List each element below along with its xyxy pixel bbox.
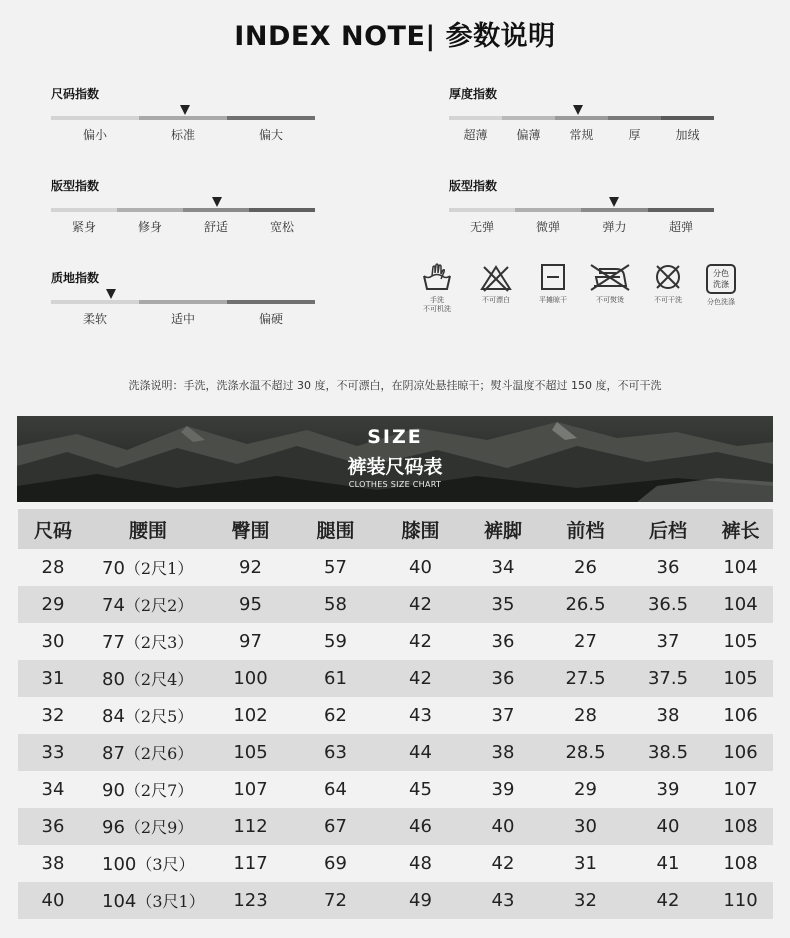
scale-tick: 超弹 — [668, 220, 693, 234]
table-cell: 35 — [463, 586, 543, 623]
waist-chi: （2尺3） — [124, 633, 194, 652]
scale-tick: 加绒 — [675, 128, 700, 142]
table-cell: 36.5 — [628, 586, 708, 623]
waist-chi: （2尺9） — [124, 818, 194, 837]
scale-tick: 舒适 — [203, 220, 228, 234]
care-instructions: 洗涤说明：手洗，洗涤水温不超过 30 度，不可漂白，在阴凉处悬挂晾干；熨斗温度不超过 150 度，不可干洗 — [128, 379, 662, 392]
table-cell: 57 — [293, 549, 378, 586]
scale-tick: 弹力 — [602, 220, 627, 234]
table-cell: 69 — [293, 845, 378, 882]
size-table — [18, 509, 773, 919]
waist-chi: （2尺1） — [124, 559, 194, 578]
scale-ticks — [51, 126, 315, 143]
table-cell: 105 — [708, 623, 773, 660]
scale-tick: 适中 — [170, 312, 195, 326]
waist-cell — [88, 734, 208, 771]
texture-index-scale — [51, 269, 315, 329]
scale-label: 尺码指数 — [51, 87, 100, 101]
table-cell: 72 — [293, 882, 378, 919]
waist-cell — [88, 623, 208, 660]
scale-ticks — [449, 218, 714, 235]
table-cell: 40 — [628, 808, 708, 845]
care-icon-item — [527, 262, 579, 305]
care-icon-item — [470, 262, 522, 305]
icon-caption: 分色洗涤 — [707, 298, 735, 306]
icon-caption: 平摊晾干 — [539, 296, 567, 304]
column-header: 裤长 — [708, 509, 773, 549]
scale-label: 厚度指数 — [449, 87, 498, 101]
table-cell: 49 — [378, 882, 463, 919]
table-row — [18, 586, 773, 623]
scale-marker — [106, 289, 116, 299]
waist-cell — [88, 586, 208, 623]
scale-marker — [212, 197, 222, 207]
table-row — [18, 734, 773, 771]
table-cell: 95 — [208, 586, 293, 623]
waist-cm: 90 — [102, 780, 125, 801]
no-bleach-icon — [479, 262, 513, 292]
table-cell: 106 — [708, 697, 773, 734]
table-cell: 97 — [208, 623, 293, 660]
table-cell: 38 — [463, 734, 543, 771]
scale-tick: 厚 — [628, 128, 641, 142]
scale-ticks — [51, 218, 315, 235]
table-cell: 39 — [463, 771, 543, 808]
scale-marker — [180, 105, 190, 115]
table-row — [18, 623, 773, 660]
waist-cell — [88, 845, 208, 882]
column-header: 后档 — [628, 509, 708, 549]
table-cell: 38 — [18, 845, 88, 882]
table-cell: 100 — [208, 660, 293, 697]
scale-ticks — [51, 310, 315, 327]
scale-tick: 常规 — [569, 128, 594, 142]
table-cell: 62 — [293, 697, 378, 734]
column-header: 臀围 — [208, 509, 293, 549]
table-cell: 43 — [463, 882, 543, 919]
table-cell: 108 — [708, 845, 773, 882]
scale-bar — [51, 208, 315, 212]
fit-index-scale — [51, 177, 315, 237]
table-header-row — [18, 509, 773, 549]
table-cell: 31 — [18, 660, 88, 697]
table-cell: 28.5 — [543, 734, 628, 771]
table-cell: 30 — [543, 808, 628, 845]
scale-tick: 无弹 — [469, 220, 494, 234]
waist-chi: （2尺2） — [124, 596, 194, 615]
table-cell: 41 — [628, 845, 708, 882]
table-cell: 29 — [543, 771, 628, 808]
table-cell: 104 — [708, 549, 773, 586]
banner-title-cn: 裤装尺码表 — [347, 456, 443, 478]
scale-tick: 柔软 — [82, 312, 107, 326]
table-cell: 26.5 — [543, 586, 628, 623]
table-cell: 123 — [208, 882, 293, 919]
thickness-index-scale — [449, 85, 714, 145]
waist-chi: （2尺7） — [124, 781, 194, 800]
banner-subtitle: CLOTHES SIZE CHART — [348, 480, 442, 489]
scale-tick: 偏硬 — [258, 312, 283, 326]
table-cell: 107 — [708, 771, 773, 808]
icon-caption: 不可漂白 — [482, 296, 510, 304]
waist-cell — [88, 882, 208, 919]
waist-cm: 104 — [102, 891, 137, 912]
table-cell: 27.5 — [543, 660, 628, 697]
size-index-scale — [51, 85, 315, 145]
table-cell: 34 — [18, 771, 88, 808]
table-cell: 63 — [293, 734, 378, 771]
table-row — [18, 808, 773, 845]
waist-cm: 96 — [102, 817, 125, 838]
table-cell: 112 — [208, 808, 293, 845]
scale-tick: 宽松 — [269, 220, 294, 234]
table-cell: 26 — [543, 549, 628, 586]
table-cell: 58 — [293, 586, 378, 623]
table-cell: 27 — [543, 623, 628, 660]
column-header: 前档 — [543, 509, 628, 549]
scale-ticks — [449, 126, 714, 143]
table-cell: 92 — [208, 549, 293, 586]
column-header: 膝围 — [378, 509, 463, 549]
scale-bar — [449, 208, 714, 212]
table-cell: 104 — [708, 586, 773, 623]
hand-wash-icon — [420, 262, 454, 292]
icon-caption: 不可熨烫 — [596, 296, 624, 304]
scale-tick: 偏大 — [258, 128, 283, 142]
table-cell: 106 — [708, 734, 773, 771]
table-cell: 45 — [378, 771, 463, 808]
table-cell: 40 — [378, 549, 463, 586]
table-row — [18, 549, 773, 586]
table-cell: 36 — [18, 808, 88, 845]
scale-tick: 偏薄 — [516, 128, 541, 142]
waist-cell — [88, 771, 208, 808]
table-cell: 40 — [18, 882, 88, 919]
table-cell: 48 — [378, 845, 463, 882]
table-cell: 110 — [708, 882, 773, 919]
table-cell: 37 — [463, 697, 543, 734]
waist-cm: 80 — [102, 669, 125, 690]
table-cell: 59 — [293, 623, 378, 660]
waist-cm: 87 — [102, 743, 125, 764]
waist-cm: 74 — [102, 595, 125, 616]
table-cell: 40 — [463, 808, 543, 845]
care-icon-item — [642, 262, 694, 305]
waist-cm: 100 — [102, 854, 137, 875]
table-cell: 37.5 — [628, 660, 708, 697]
table-cell: 38.5 — [628, 734, 708, 771]
table-row — [18, 771, 773, 808]
waist-cell — [88, 697, 208, 734]
table-cell: 38 — [628, 697, 708, 734]
size-chart-banner — [17, 416, 773, 502]
table-cell: 32 — [18, 697, 88, 734]
table-cell: 117 — [208, 845, 293, 882]
waist-cm: 70 — [102, 558, 125, 579]
waist-chi: （2尺5） — [124, 707, 194, 726]
table-cell: 28 — [543, 697, 628, 734]
no-dry-clean-icon — [651, 262, 685, 292]
table-cell: 42 — [378, 586, 463, 623]
table-cell: 31 — [543, 845, 628, 882]
icon-caption: 不可干洗 — [654, 296, 682, 304]
no-iron-icon — [588, 262, 632, 292]
table-cell: 42 — [378, 660, 463, 697]
waist-cell — [88, 808, 208, 845]
table-cell: 29 — [18, 586, 88, 623]
table-row — [18, 660, 773, 697]
waist-chi: （2尺4） — [124, 670, 194, 689]
care-icon-item — [411, 262, 463, 314]
table-cell: 46 — [378, 808, 463, 845]
column-header: 裤脚 — [463, 509, 543, 549]
care-icons — [415, 262, 745, 332]
table-cell: 64 — [293, 771, 378, 808]
scale-label: 版型指数 — [51, 179, 100, 193]
table-cell: 105 — [208, 734, 293, 771]
separate-wash-icon: 分色 洗涤 — [706, 264, 736, 294]
table-cell: 36 — [463, 660, 543, 697]
scale-bar — [51, 116, 315, 120]
table-cell: 33 — [18, 734, 88, 771]
scale-label: 质地指数 — [51, 271, 100, 285]
table-cell: 32 — [543, 882, 628, 919]
scale-bar — [449, 116, 714, 120]
scale-label: 版型指数 — [449, 179, 498, 193]
waist-chi: （3尺1） — [136, 892, 205, 911]
table-cell: 28 — [18, 549, 88, 586]
icon-caption: 手洗 不可机洗 — [423, 296, 451, 313]
scale-bar — [51, 300, 315, 304]
table-body — [18, 549, 773, 919]
care-icon-item — [695, 262, 747, 307]
table-cell: 107 — [208, 771, 293, 808]
table-cell: 105 — [708, 660, 773, 697]
waist-cell — [88, 660, 208, 697]
column-header: 腰围 — [88, 509, 208, 549]
waist-cm: 84 — [102, 706, 125, 727]
scale-tick: 偏小 — [82, 128, 107, 142]
dry-flat-icon — [536, 262, 570, 292]
scale-tick: 超薄 — [463, 128, 488, 142]
table-row — [18, 845, 773, 882]
banner-title-en: SIZE — [367, 426, 423, 448]
scale-tick: 紧身 — [71, 220, 96, 234]
scale-marker — [609, 197, 619, 207]
table-cell: 67 — [293, 808, 378, 845]
waist-cell — [88, 549, 208, 586]
table-cell: 43 — [378, 697, 463, 734]
table-cell: 102 — [208, 697, 293, 734]
scale-tick: 微弹 — [535, 220, 560, 234]
table-cell: 44 — [378, 734, 463, 771]
table-row — [18, 697, 773, 734]
scale-marker — [573, 105, 583, 115]
table-cell: 30 — [18, 623, 88, 660]
table-cell: 61 — [293, 660, 378, 697]
waist-chi: （2尺6） — [124, 744, 194, 763]
table-cell: 37 — [628, 623, 708, 660]
waist-cm: 77 — [102, 632, 125, 653]
care-icon-item — [584, 262, 636, 305]
page-title: INDEX NOTE| 参数说明 — [234, 21, 556, 52]
table-cell: 36 — [463, 623, 543, 660]
stretch-index-scale — [449, 177, 714, 237]
table-cell: 108 — [708, 808, 773, 845]
column-header: 尺码 — [18, 509, 88, 549]
table-cell: 42 — [463, 845, 543, 882]
column-header: 腿围 — [293, 509, 378, 549]
table-cell: 36 — [628, 549, 708, 586]
table-cell: 42 — [628, 882, 708, 919]
table-cell: 42 — [378, 623, 463, 660]
table-cell: 34 — [463, 549, 543, 586]
table-row — [18, 882, 773, 919]
scale-tick: 修身 — [137, 220, 162, 234]
table-cell: 39 — [628, 771, 708, 808]
scale-tick: 标准 — [170, 128, 195, 142]
waist-chi: （3尺） — [136, 855, 195, 874]
